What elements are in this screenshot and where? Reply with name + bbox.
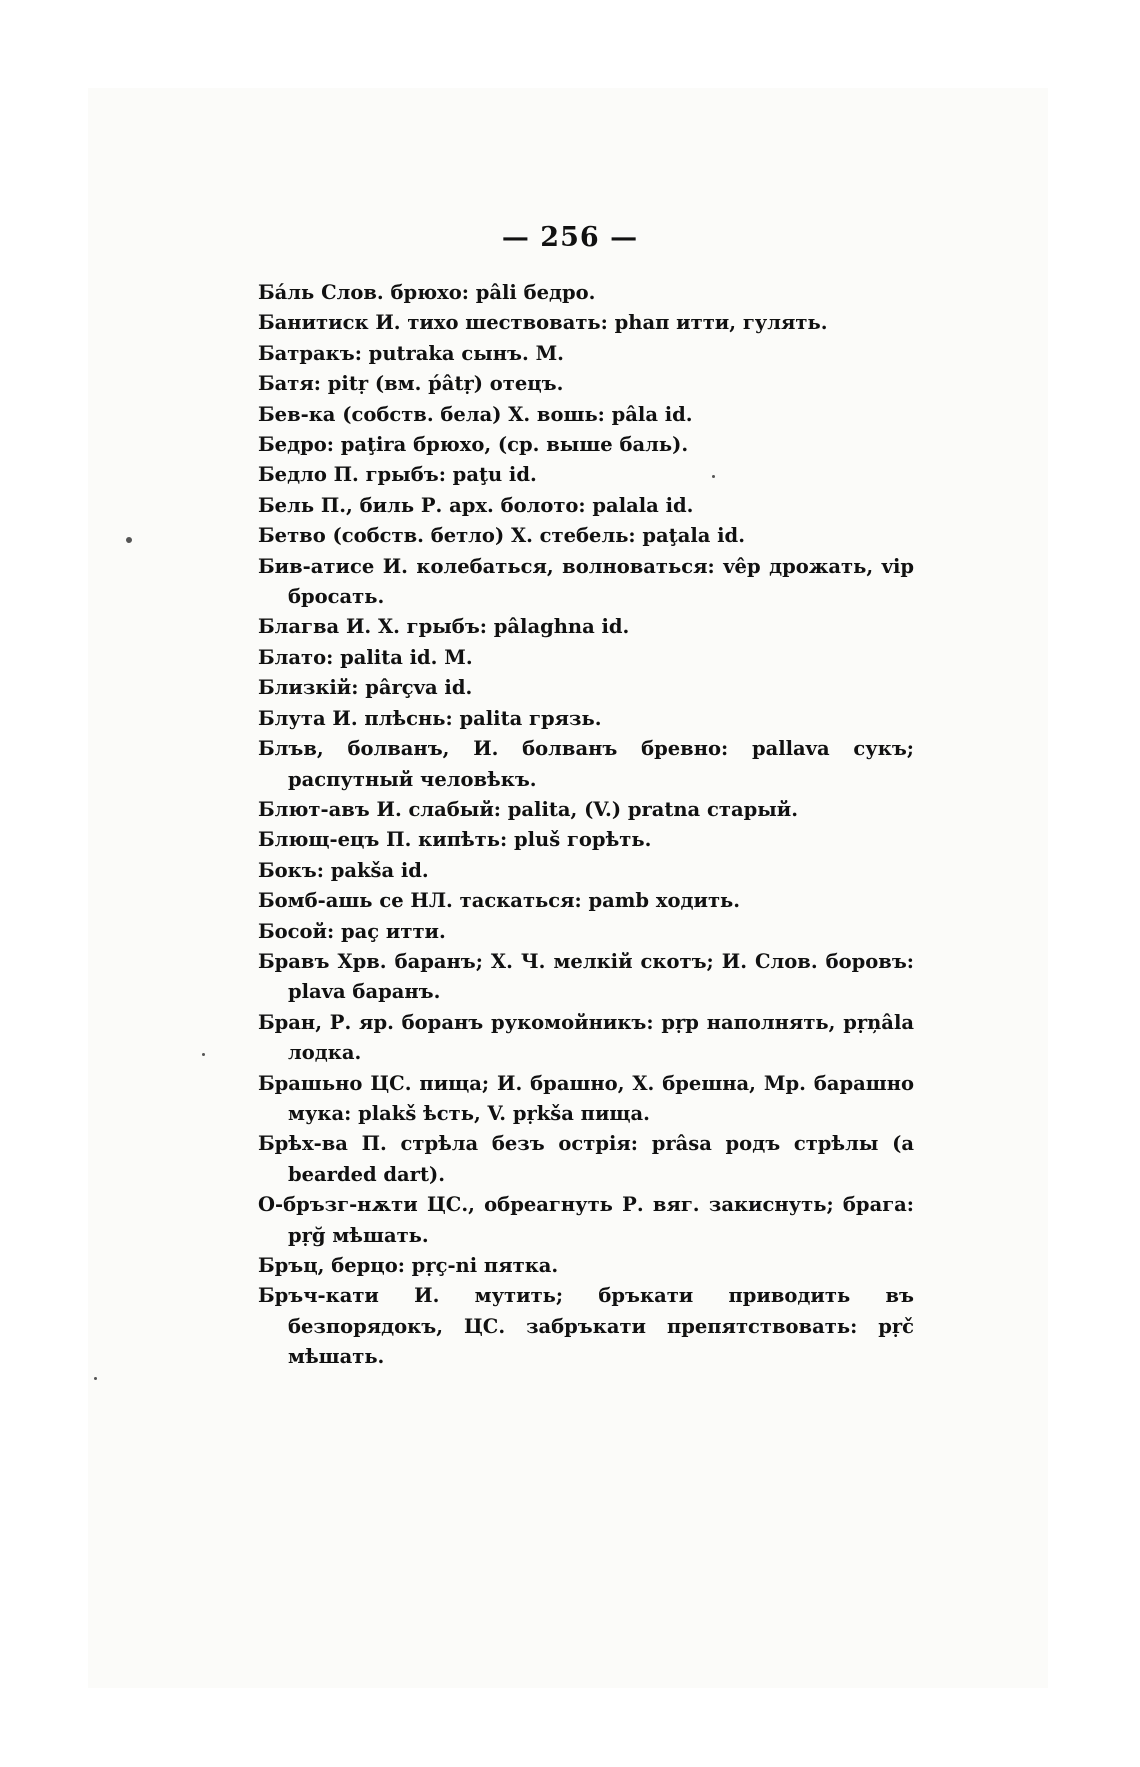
dictionary-entry: Бръц, берцо: pṛç-ni пятка. [258, 1254, 559, 1277]
dictionary-entry: Бедло П. грыбъ: paţu id. [258, 463, 537, 487]
dictionary-entry: Бомб-ашь се НЛ. таскаться: pamb ходить. [258, 889, 741, 913]
dictionary-entries [258, 278, 914, 1373]
dictionary-entry: Бев-ка (собств. бела) Х. вошь: pâla id. [258, 402, 693, 426]
dictionary-entry: Блута И. плѣснь: palita грязь. [258, 706, 602, 730]
dictionary-entry: Блъв, болванъ, И. болванъ бревно: pallava сукъ; распутный человѣкъ. [258, 737, 914, 791]
dictionary-entry: Бетво (собств. бетло) Х. стебель: paţala id. [258, 524, 745, 548]
dictionary-entry: Бáль Слов. брюхо: pâli бедро. [258, 281, 596, 304]
dictionary-entry: О-бръзг-нѫти ЦС., обреагнуть Р. вяг. закиснуть; брага: pṛğ мѣшать. [258, 1193, 914, 1247]
margin-mark [712, 475, 715, 478]
margin-mark [94, 1377, 97, 1380]
dictionary-entry: Батя: pitṛ (вм. ṕâtṛ) отецъ. [258, 372, 564, 396]
dictionary-entry: Брашьно ЦС. пища; И. брашно, Х. брешна, Мр. барашно мука: plakš ѣсть, V. pṛkša пища. [258, 1071, 914, 1125]
dictionary-entry: Бив-атисе И. колебаться, волноваться: vêp дрожать, vip бросать. [258, 554, 914, 609]
dictionary-entry: Блющ-ецъ П. кипѣть: pluš горѣть. [258, 828, 652, 852]
dictionary-entry: Босой: paç итти. [258, 919, 446, 943]
dictionary-entry: Блют-авъ И. слабый: palita, (V.) pratna старый. [258, 797, 799, 821]
dictionary-entry: Близкій: pârçva id. [258, 676, 473, 700]
margin-mark [126, 537, 132, 543]
dictionary-entry: Бокъ: pakša id. [258, 858, 429, 882]
page-number: — 256 — [501, 222, 639, 253]
dictionary-entry: Батракъ: putraka сынъ. М. [258, 341, 564, 365]
margin-mark [202, 1053, 205, 1056]
dictionary-entry: Бель П., биль Р. арх. болото: palala id. [258, 493, 694, 517]
dictionary-entry: Бравъ Хрв. баранъ; Х. Ч. мелкій скотъ; И. Слов. боровъ: plava баранъ. [258, 949, 914, 1004]
dictionary-entry: Брѣх-ва П. стрѣла безъ острія: prâsa родъ стрѣлы (a bearded dart). [258, 1132, 914, 1186]
dictionary-entry: Блато: palita id. М. [258, 645, 473, 669]
dictionary-entry: Бран, Р. яр. боранъ рукомойникъ: pṛp наполнять, pṛņâla лодка. [258, 1010, 914, 1065]
dictionary-entry: Бедро: paţira брюхо, (ср. выше баль). [258, 433, 689, 457]
dictionary-entry: Бръч-кати И. мутить; бръкати приводить въ безпорядокъ, ЦС. забръкати препятствовать: pṛč мѣшать. [258, 1284, 914, 1369]
dictionary-entry: Банитиск И. тихо шествовать: phaп итти, гулять. [258, 311, 828, 335]
dictionary-entry: Благва И. Х. грыбъ: pâlaghna id. [258, 615, 630, 639]
